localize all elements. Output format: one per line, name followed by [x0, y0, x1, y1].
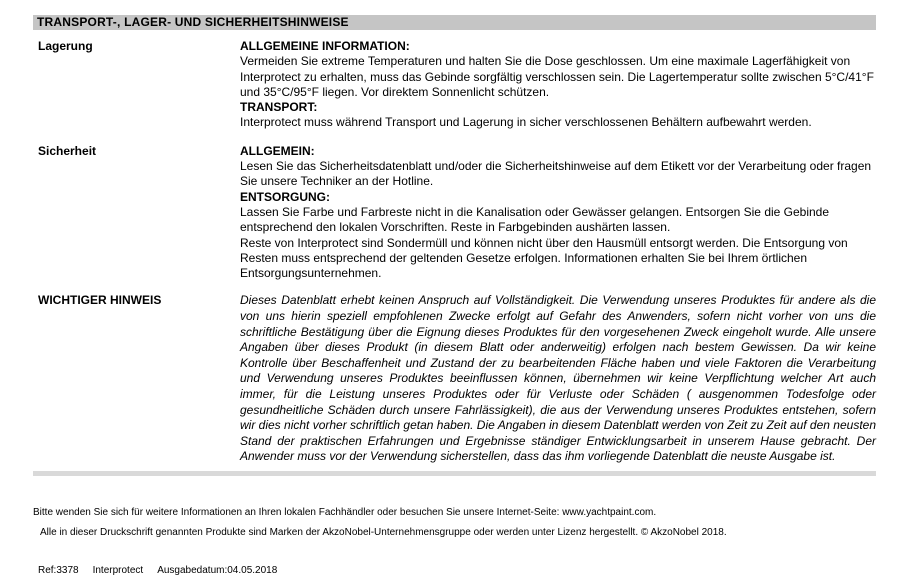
section-label-sicherheit: Sicherheit	[38, 143, 97, 158]
issue-date: Ausgabedatum:04.05.2018	[157, 564, 278, 576]
footer-info-line: Bitte wenden Sie sich für weitere Informationen an Ihren lokalen Fachhändler oder besuchen Sie unsere Internet-Seite: www.yachtpaint.com.	[33, 506, 657, 518]
section-content-wichtiger-hinweis	[240, 293, 876, 465]
ref-number: Ref:3378	[38, 564, 79, 576]
section-lagerung	[33, 39, 876, 131]
product-name: Interprotect	[92, 564, 144, 576]
section-content-sicherheit	[240, 144, 876, 282]
block-text: Interprotect muss während Transport und Lagerung in sicher verschlossenen Behältern aufbewahrt werden.	[240, 115, 812, 130]
block-transport	[240, 100, 876, 131]
footer-ref-line	[38, 565, 876, 577]
section-sicherheit	[33, 144, 876, 282]
block-disclaimer	[240, 293, 876, 465]
section-label-wichtiger-hinweis: WICHTIGER HINWEIS	[38, 293, 162, 308]
disclaimer-text: Dieses Datenblatt erhebt keinen Anspruch auf Vollständigkeit. Die Verwendung unseres Produktes für andere als die von uns hierin speziell empfohlenen Zwecke erfolgt auf Gefahr des Anwenders, sofern nicht vorher von uns die schriftliche Bestätigung über die Eignung dieses Produktes für den vorgesehenen Zweck eingeholt wurde. Alle unsere Angaben über dieses Produkt (in diesem Blatt oder anderweitig) erfolgen nach bestem Gewissen. Da wir keine Kontrolle über Beschaffenheit und Zustand der zu bearbeitenden Fläche haben und viele Faktoren die Verarbeitung und Verwendung unseres Produktes beeinflussen können, übernehmen wir keine Verpflichtung welcher Art auch immer, für die Leistung unseres Produktes oder für Verluste oder Schäden ( ausgenommen Todesfolge oder gesundheitliche Schäden durch unsere Fahrlässigkeit), die aus der Verwendung unseres Produktes entstehen, sofern wir dies nicht vorher schriftlich getan haben. Die Angaben in diesem Datenblatt werden von Zeit zu Zeit auf den neusten Stand der praktischen Erfahrungen und Ergebnisse ständiger Entwicklungsarbeit in unserem Hause gebracht. Der Anwender muss vor der Verwendung sicherstellen, dass das ihm vorliegende Datenblatt die neuste Ausgabe ist.	[240, 293, 876, 464]
block-entsorgung	[240, 190, 876, 236]
block-heading: ENTSORGUNG:	[240, 189, 330, 204]
block-text: Vermeiden Sie extreme Temperaturen und halten Sie die Dose geschlossen. Um eine maximale Lagerfähigkeit von Interprotect zu erhalten, muss das Gebinde sorgfältig verschlossen sein. Die Lagertemperatur sollte zwischen 5°C/41°F und 35°C/95°F liegen. Vor direktem Sonnenlicht schützen.	[240, 54, 874, 99]
block-allgemeine-information	[240, 39, 876, 100]
block-text: Lesen Sie das Sicherheitsdatenblatt und/oder die Sicherheitshinweise auf dem Etikett vor der Verarbeitung oder fragen Sie unsere Techniker an der Hotline.	[240, 159, 872, 189]
section-label-lagerung: Lagerung	[38, 39, 93, 53]
block-text: Reste von Interprotect sind Sondermüll und können nicht über den Hausmüll entsorgt werden. Die Entsorgung von Resten muss entsprechend der geltenden Gesetze erfolgen. Informationen erhalten Sie bei Ihrem örtlichen Entsorgungsunternehmen.	[240, 235, 848, 281]
block-heading: TRANSPORT:	[240, 100, 318, 115]
block-allgemein	[240, 144, 876, 190]
page-title: TRANSPORT-, LAGER- UND SICHERHEITSHINWEISE	[37, 15, 349, 29]
block-heading: ALLGEMEIN:	[240, 143, 315, 158]
footer	[33, 507, 876, 577]
section-header-bar	[33, 15, 876, 30]
section-wichtiger-hinweis	[33, 293, 876, 465]
section-content-lagerung	[240, 39, 876, 131]
footer-divider	[33, 471, 876, 476]
block-entsorgung-continued	[240, 236, 876, 282]
footer-trademark-line: Alle in dieser Druckschrift genannten Produkte sind Marken der AkzoNobel-Unternehmensgruppe oder werden unter Lizenz hergestellt. © AkzoNobel 2018.	[40, 526, 727, 538]
block-heading: ALLGEMEINE INFORMATION:	[240, 39, 410, 53]
block-text: Lassen Sie Farbe und Farbreste nicht in die Kanalisation oder Gewässer gelangen. Entsorgen Sie die Gebinde entsprechend den lokalen Vorschriften. Reste in Farbgebinden aushärten lassen.	[240, 204, 830, 235]
